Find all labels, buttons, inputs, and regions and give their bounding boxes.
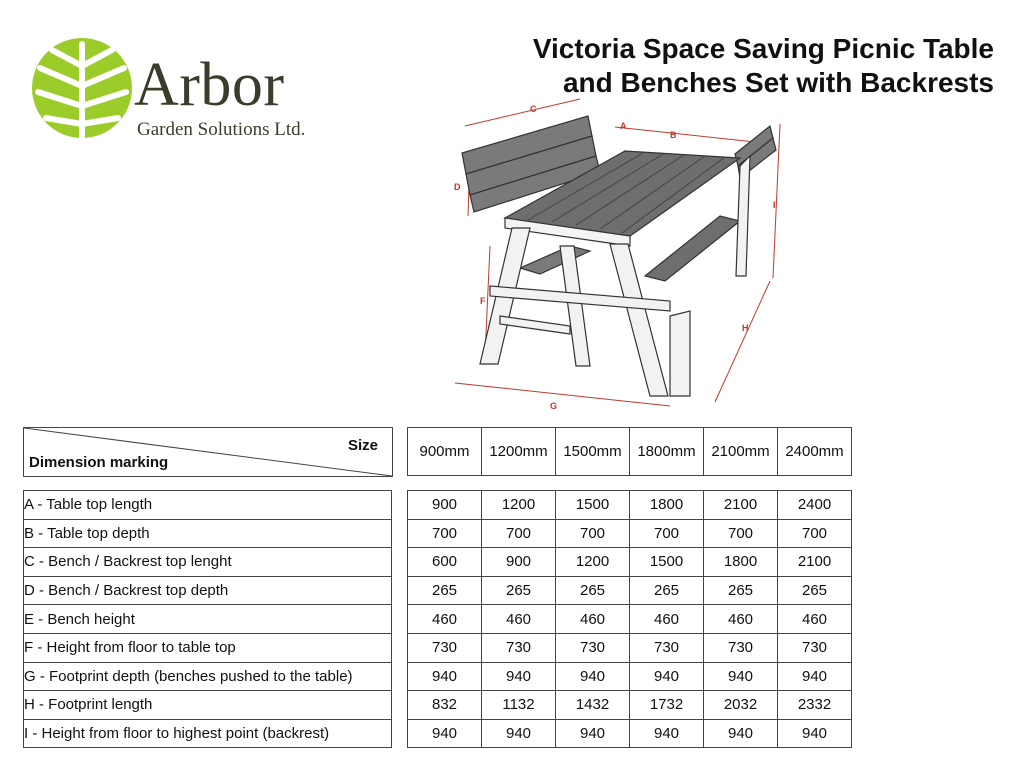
value-cell: 700 [704, 519, 778, 548]
value-cell: 1132 [482, 691, 556, 720]
value-cell: 900 [482, 548, 556, 577]
value-cell: 265 [482, 576, 556, 605]
value-cell: 700 [630, 519, 704, 548]
dimension-label-c: C [530, 104, 537, 114]
value-cell: 265 [778, 576, 852, 605]
size-header-row [408, 428, 852, 476]
dimension-label: H - Footprint length [24, 691, 392, 720]
dimension-label: I - Height from floor to highest point (backrest) [24, 719, 392, 748]
value-cell: 1200 [482, 491, 556, 520]
value-cell: 940 [630, 719, 704, 748]
value-cell: 940 [704, 719, 778, 748]
size-cell: 2400mm [778, 428, 852, 476]
value-cell: 730 [482, 633, 556, 662]
dimension-value-table [407, 490, 852, 748]
value-cell: 940 [778, 719, 852, 748]
value-cell: 265 [556, 576, 630, 605]
value-cell: 940 [556, 719, 630, 748]
value-cell: 940 [482, 719, 556, 748]
value-cell: 460 [704, 605, 778, 634]
dimension-label: G - Footprint depth (benches pushed to the table) [24, 662, 392, 691]
size-header-table [407, 427, 852, 476]
value-cell: 2332 [778, 691, 852, 720]
value-cell: 2100 [778, 548, 852, 577]
table-row [408, 519, 852, 548]
value-cell: 940 [704, 662, 778, 691]
table-row [408, 491, 852, 520]
value-cell: 265 [630, 576, 704, 605]
table-row [24, 691, 392, 720]
brand-name: Arbor [134, 51, 285, 119]
title-line-2: and Benches Set with Backrests [562, 67, 994, 98]
value-cell: 730 [556, 633, 630, 662]
value-cell: 900 [408, 491, 482, 520]
value-cell: 730 [778, 633, 852, 662]
table-row [408, 691, 852, 720]
value-cell: 460 [556, 605, 630, 634]
dimension-label: E - Bench height [24, 605, 392, 634]
page-title [533, 32, 994, 100]
header-dimension-label: Dimension marking [29, 454, 169, 471]
value-cell: 940 [630, 662, 704, 691]
value-cell: 940 [408, 662, 482, 691]
dimension-label-h: H [742, 323, 749, 333]
value-cell: 1500 [630, 548, 704, 577]
value-cell: 940 [408, 719, 482, 748]
dimension-label-g: G [550, 401, 558, 411]
table-row [24, 662, 392, 691]
value-cell: 2100 [704, 491, 778, 520]
size-cell: 1800mm [630, 428, 704, 476]
dimension-label-d: D [454, 182, 461, 192]
table-row [408, 633, 852, 662]
dimension-label-table [23, 490, 392, 748]
value-cell: 460 [482, 605, 556, 634]
dimension-label: A - Table top length [24, 491, 392, 520]
value-cell: 1432 [556, 691, 630, 720]
value-cell: 460 [408, 605, 482, 634]
leaf-logo-icon [30, 36, 134, 140]
table-row [408, 719, 852, 748]
table-row [24, 719, 392, 748]
table-row [24, 548, 392, 577]
value-cell: 1732 [630, 691, 704, 720]
value-cell: 730 [704, 633, 778, 662]
value-cell: 700 [408, 519, 482, 548]
value-cell: 1800 [704, 548, 778, 577]
title-line-1: Victoria Space Saving Picnic Table [532, 33, 994, 64]
dimension-label-i: I [773, 200, 776, 210]
value-cell: 940 [556, 662, 630, 691]
value-cell: 265 [704, 576, 778, 605]
table-row [24, 633, 392, 662]
size-cell: 900mm [408, 428, 482, 476]
table-row [408, 576, 852, 605]
value-cell: 265 [408, 576, 482, 605]
table-row [408, 548, 852, 577]
dimension-label-f: F [480, 296, 486, 306]
value-cell: 600 [408, 548, 482, 577]
value-cell: 730 [408, 633, 482, 662]
size-cell: 1500mm [556, 428, 630, 476]
value-cell: 460 [778, 605, 852, 634]
value-cell: 700 [778, 519, 852, 548]
size-cell: 1200mm [482, 428, 556, 476]
table-row [24, 605, 392, 634]
size-cell: 2100mm [704, 428, 778, 476]
dimension-label-a: A [620, 121, 627, 131]
value-cell: 1200 [556, 548, 630, 577]
table-row [24, 519, 392, 548]
dimension-label: B - Table top depth [24, 519, 392, 548]
value-cell: 940 [482, 662, 556, 691]
dimension-label: C - Bench / Backrest top lenght [24, 548, 392, 577]
value-cell: 460 [630, 605, 704, 634]
dimension-label: D - Bench / Backrest top depth [24, 576, 392, 605]
value-cell: 2032 [704, 691, 778, 720]
dimension-label-b: B [670, 130, 677, 140]
value-cell: 1800 [630, 491, 704, 520]
value-cell: 700 [556, 519, 630, 548]
value-cell: 832 [408, 691, 482, 720]
value-cell: 1500 [556, 491, 630, 520]
dimension-label: F - Height from floor to table top [24, 633, 392, 662]
picnic-table-drawing [440, 96, 800, 416]
table-row [408, 662, 852, 691]
table-row [24, 491, 392, 520]
value-cell: 730 [630, 633, 704, 662]
value-cell: 700 [482, 519, 556, 548]
value-cell: 2400 [778, 491, 852, 520]
dimension-header-cell [23, 427, 393, 477]
value-cell: 940 [778, 662, 852, 691]
table-row [24, 576, 392, 605]
header-size-label: Size [347, 437, 378, 454]
table-row [408, 605, 852, 634]
brand-subtitle: Garden Solutions Ltd. [137, 119, 306, 140]
